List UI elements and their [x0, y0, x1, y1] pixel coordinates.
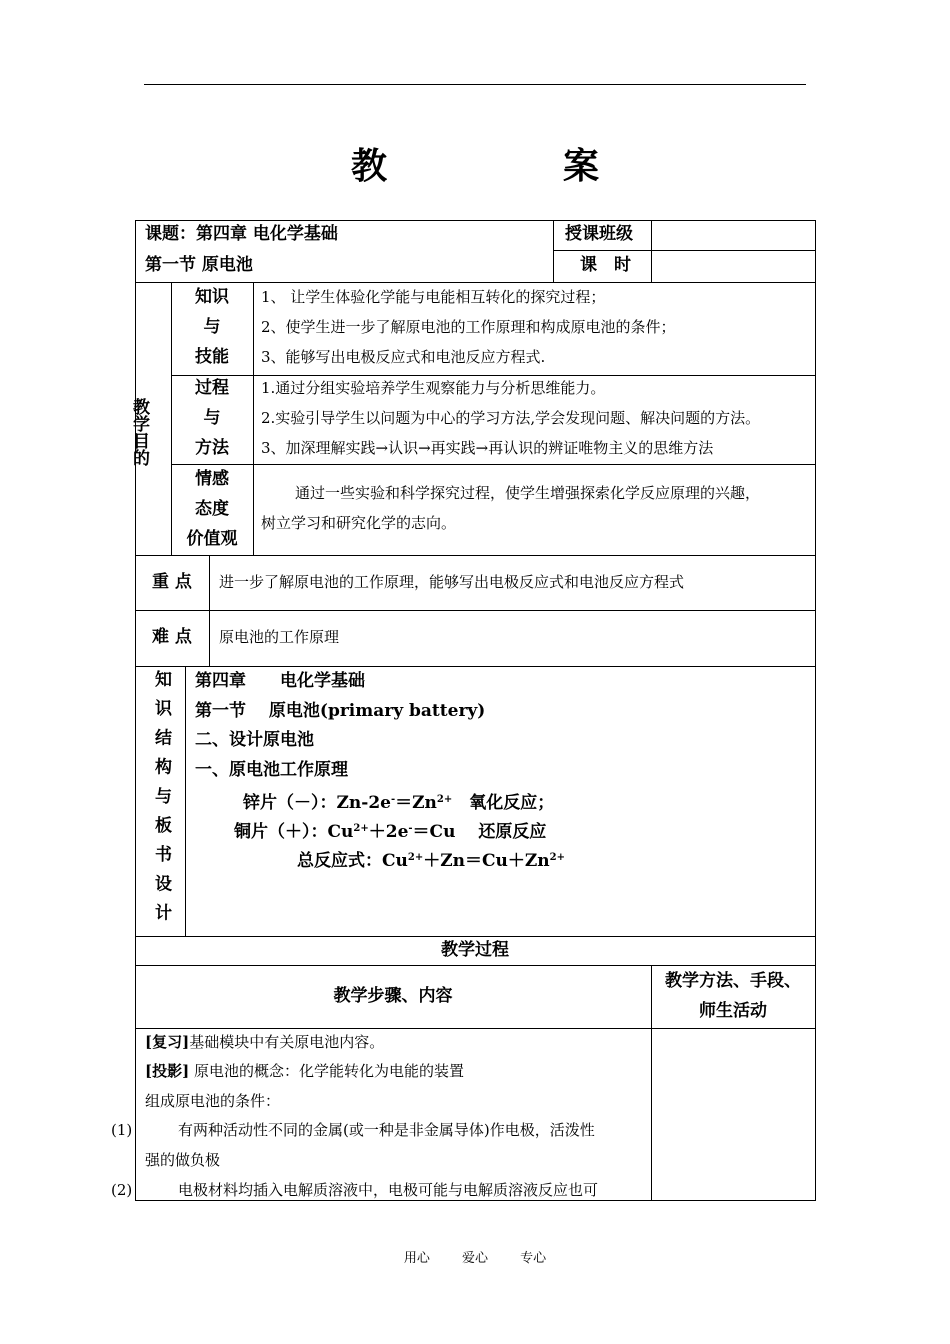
difficulty-label: 难 点 [152, 627, 192, 647]
board-design: 二、设计原电池 [195, 730, 314, 750]
knowledge-label-3: 技能 [195, 347, 229, 367]
key-point-text: 进一步了解原电池的工作原理，能够写出电极反应式和电池反应方程式 [219, 573, 685, 591]
difficulty-text: 原电池的工作原理 [219, 628, 340, 646]
page-title: 教 案 [350, 145, 669, 187]
total-equation: 总反应式：$Cu^{2+}+Zn=Cu+Zn^{2+}$ [297, 851, 566, 871]
projection-line: [投影] 原电池的概念：化学能转化为电能的装置 [145, 1062, 464, 1080]
conditions-heading: 组成原电池的条件： [145, 1092, 281, 1110]
review-line: [复习]基础模块中有关原电池内容。 [145, 1033, 385, 1051]
process-item-1: 1.通过分组实验培养学生观察能力与分析思维能力。 [261, 379, 606, 397]
process-label-2: 与 [203, 408, 221, 428]
board-chapter: 第四章 电化学基础 [195, 671, 365, 691]
knowledge-label-1: 知识 [195, 287, 229, 307]
copper-equation: 铜片（＋）：$Cu^{2+}+2e^-=Cu$ 还原反应 [234, 822, 547, 842]
process-item-2: 2.实验引导学生以问题为中心的学习方法,学会发现问题、解决问题的方法。 [261, 409, 761, 427]
condition-1-line-2: 强的做负极 [145, 1151, 221, 1169]
knowledge-item-3: 3、能够写出电极反应式和电池反应方程式. [261, 348, 546, 366]
emotion-line-2: 树立学习和研究化学的志向。 [261, 514, 457, 532]
condition-2-number: (2) [111, 1181, 133, 1199]
process-item-3: 3、加深理解实践→认识→再实践→再认识的辨证唯物主义的思维方法 [261, 439, 714, 457]
knowledge-label-2: 与 [203, 317, 221, 337]
section-title: 第一节 原电池 [145, 255, 253, 275]
hours-label: 课 时 [580, 255, 631, 275]
objectives-label: 教学目的 [129, 398, 149, 466]
emotion-label-1: 情感 [195, 469, 229, 489]
board-section: 第一节 原电池(primary battery) [195, 701, 486, 721]
condition-1-number: (1) [111, 1121, 133, 1139]
knowledge-item-2: 2、使学生进一步了解原电池的工作原理和构成原电池的条件； [261, 318, 676, 336]
condition-2-line-1: 电极材料均插入电解质溶液中，电极可能与电解质溶液反应也可 [178, 1181, 599, 1199]
class-label: 授课班级 [565, 224, 633, 244]
board-label: 知识结构与板书设计 [151, 669, 171, 933]
topic-title: 课题：第四章 电化学基础 [145, 224, 338, 244]
col-methods-header-1: 教学方法、手段、 [665, 971, 801, 991]
header-rule [144, 84, 806, 85]
key-point-label: 重 点 [152, 572, 192, 592]
zinc-equation: 锌片（－）：$Zn-2e^-=Zn^{2+}$ 氧化反应； [243, 793, 555, 813]
col-steps-header: 教学步骤、内容 [333, 986, 453, 1006]
board-principle: 一、原电池工作原理 [195, 760, 348, 780]
emotion-line-1: 通过一些实验和科学探究过程，使学生增强探索化学反应原理的兴趣， [295, 484, 761, 502]
emotion-label-2: 态度 [195, 499, 229, 519]
process-label-3: 方法 [195, 438, 229, 458]
process-title: 教学过程 [441, 940, 509, 960]
emotion-label-3: 价值观 [186, 529, 238, 549]
process-label-1: 过程 [195, 378, 229, 398]
col-methods-header-2: 师生活动 [699, 1001, 767, 1021]
knowledge-item-1: 1、 让学生体验化学能与电能相互转化的探究过程； [261, 288, 606, 306]
page-footer: 用心 爱心 专心 [403, 1251, 547, 1266]
condition-1-line-1: 有两种活动性不同的金属(或一种是非金属导体)作电极，活泼性 [178, 1121, 595, 1139]
